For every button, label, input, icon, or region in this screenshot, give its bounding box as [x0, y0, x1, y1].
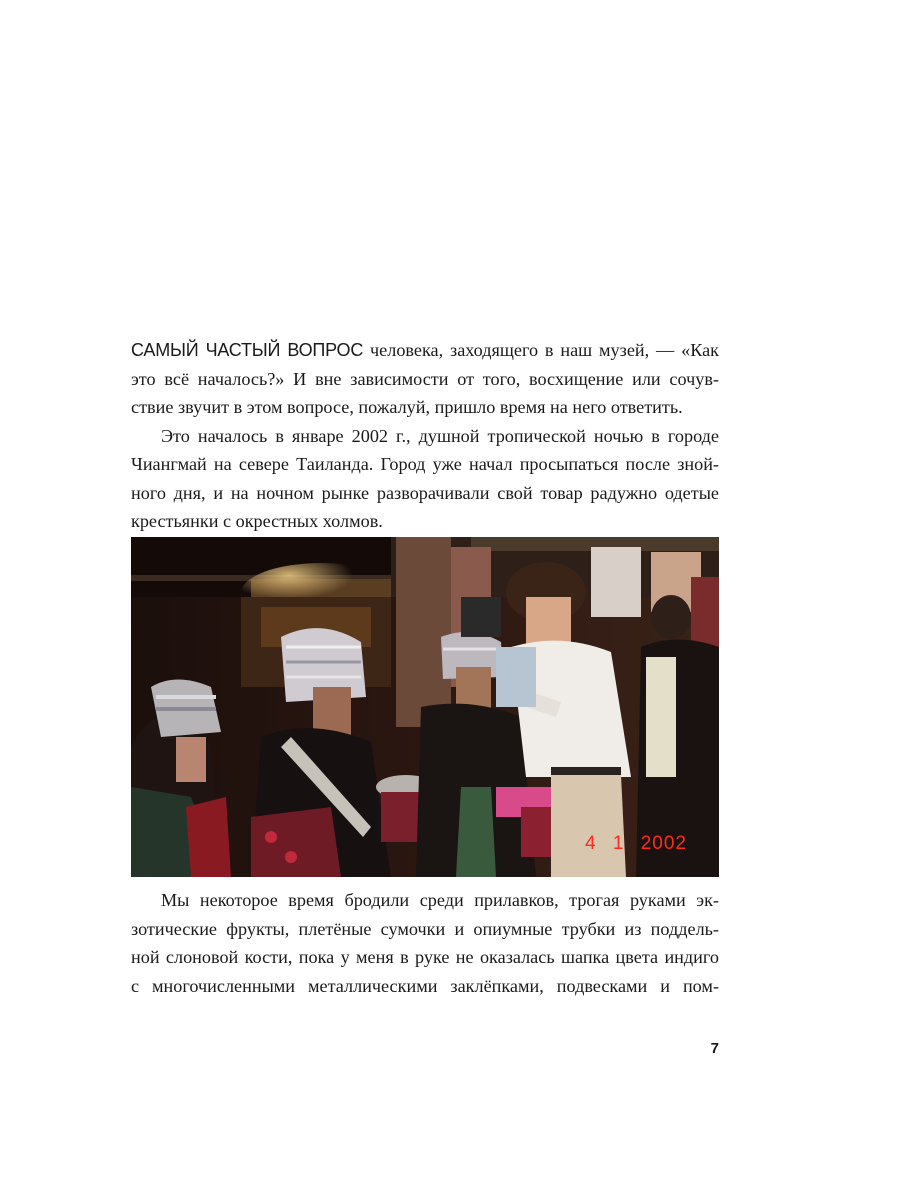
text-line: крестьянки с окрестных холмов. — [131, 511, 383, 531]
photo-date-stamp: 4 1 2002 — [585, 833, 687, 854]
text-line: ствие звучит в этом вопросе, пожалуй, пришло время на него ответить. — [131, 397, 683, 417]
text-line: Чиангмай на севере Таиланда. Город уже начал просыпаться после зной- — [131, 454, 719, 474]
text-line-rest: человека, заходящего в наш музей, — «Как — [363, 340, 719, 360]
paragraph-3 — [131, 886, 719, 1000]
market-photo — [131, 537, 719, 877]
text-line: ного дня, и на ночном рынке разворачивали свой товар радужно одетые — [131, 482, 719, 503]
text-block-bottom — [131, 886, 719, 1000]
lead-in-caps: САМЫЙ ЧАСТЫЙ ВОПРОС — [131, 340, 364, 360]
paragraph-2 — [131, 422, 719, 536]
text-line: это всё началось?» И вне зависимости от того, восхищение или сочув- — [131, 368, 719, 389]
text-line: с многочисленными металлическими заклёпками, подвесками и пом- — [131, 975, 719, 996]
text-line: зотические фрукты, плетёные сумочки и опиумные трубки из поддель- — [131, 918, 719, 939]
page-number: 7 — [710, 1040, 719, 1057]
paragraph-1 — [131, 336, 719, 422]
photo-illustration — [131, 537, 719, 877]
text-line: Это началось в январе 2002 г., душной тропической ночью в городе — [161, 425, 719, 446]
text-block-top — [131, 336, 719, 536]
text-line: ной слоновой кости, пока у меня в руке не оказалась шапка цвета индиго — [131, 947, 719, 967]
text-line — [131, 336, 719, 365]
text-line: Мы некоторое время бродили среди прилавков, трогая руками эк- — [161, 890, 719, 910]
